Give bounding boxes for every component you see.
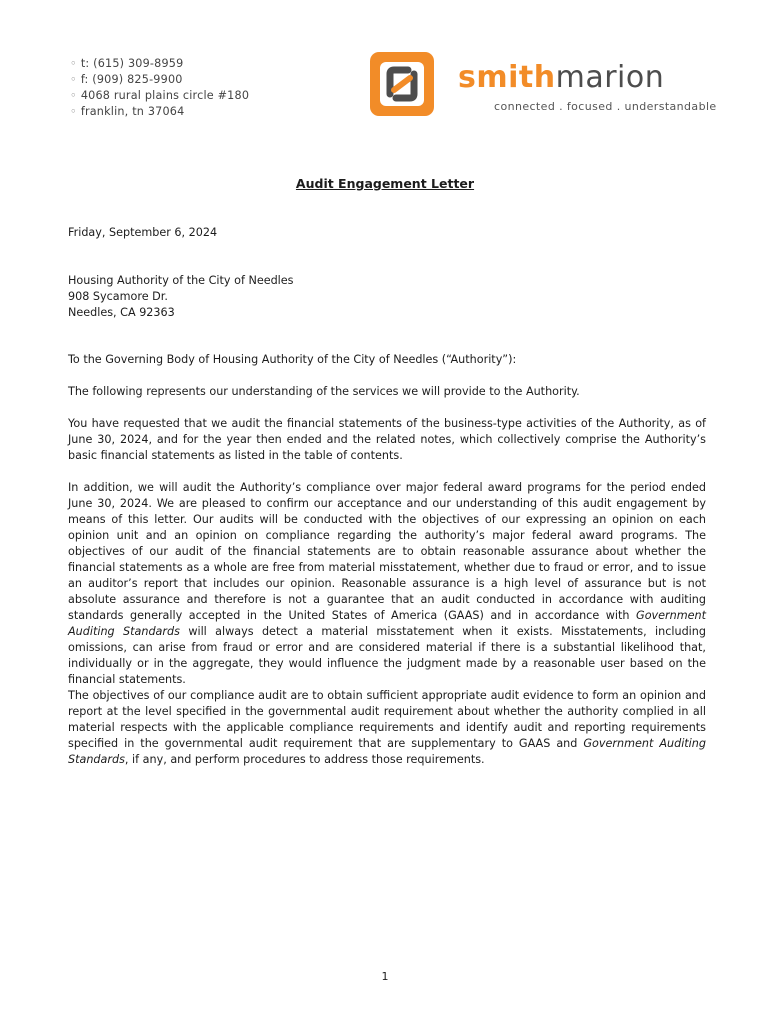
contact-block (70, 56, 249, 120)
contact-phone: ◦ t: (615) 309-8959 (70, 57, 184, 70)
smithmarion-logo-icon (368, 50, 436, 118)
letter-title: Audit Engagement Letter (295, 176, 475, 191)
contact-address: ◦ 4068 rural plains circle #180 (70, 89, 250, 102)
paragraph-3: The objectives of our compliance audit are to obtain sufficient appropriate audit evidence to form an opinion and report at the level specified in the governmental audit requirement about whether the authority complied in all material respects with the applicable compliance requirements and identify audit and reporting requirements specified in the governmental audit requirement that are supplementary to GAAS and Government Auditing Standards, if any, and perform procedures to address those requirements. (68, 689, 706, 766)
intro-paragraph: The following represents our understanding of the services we will provide to the Authority. (68, 385, 580, 398)
salutation: To the Governing Body of Housing Authority of the City of Needles (“Authority”): (68, 353, 517, 366)
recipient-address: Housing Authority of the City of Needles 908 Sycamore Dr. Needles, CA 92363 (68, 274, 294, 319)
page-number: 1 (381, 970, 389, 983)
contact-city: ◦ franklin, tn 37064 (70, 105, 185, 118)
letter-date: Friday, September 6, 2024 (68, 226, 218, 239)
paragraph-2: In addition, we will audit the Authority’s compliance over major federal award programs for the period ended June 30, 2024. We are pleased to confirm our acceptance and our understanding of this audit engagement by means of this letter. Our audits will be conducted with the objectives of our expressing an opinion on each opinion unit and an opinion on compliance regarding the authority’s major federal award programs. The objectives of our audit of the financial statements are to obtain reasonable assurance about whether the financial statements as a whole are free from material misstatement, whether due to fraud or error, and to issue an auditor’s report that includes our opinion. Reasonable assurance is a high level of assurance but is not absolute assurance and therefore is not a guarantee that an audit conducted in accordance with auditing standards generally accepted in the United States of America (GAAS) and in accordance with Government Auditing Standards will always detect a material misstatement when it exists. Misstatements, including omissions, can arise from fraud or error and are considered material if there is a substantial likelihood that, individually or in the aggregate, they would influence the judgment made by a reasonable user based on the financial statements. (68, 481, 706, 686)
brand-tagline: connected . focused . understandable (494, 100, 717, 113)
contact-fax: ◦ f: (909) 825-9900 (70, 73, 183, 86)
paragraph-1: You have requested that we audit the financial statements of the business-type activities of the Authority, as of June 30, 2024, and for the year then ended and the related notes, which collectively comprise the Authority’s basic financial statements as listed in the table of contents. (68, 417, 706, 462)
brand-name: smithmarion (458, 60, 665, 95)
